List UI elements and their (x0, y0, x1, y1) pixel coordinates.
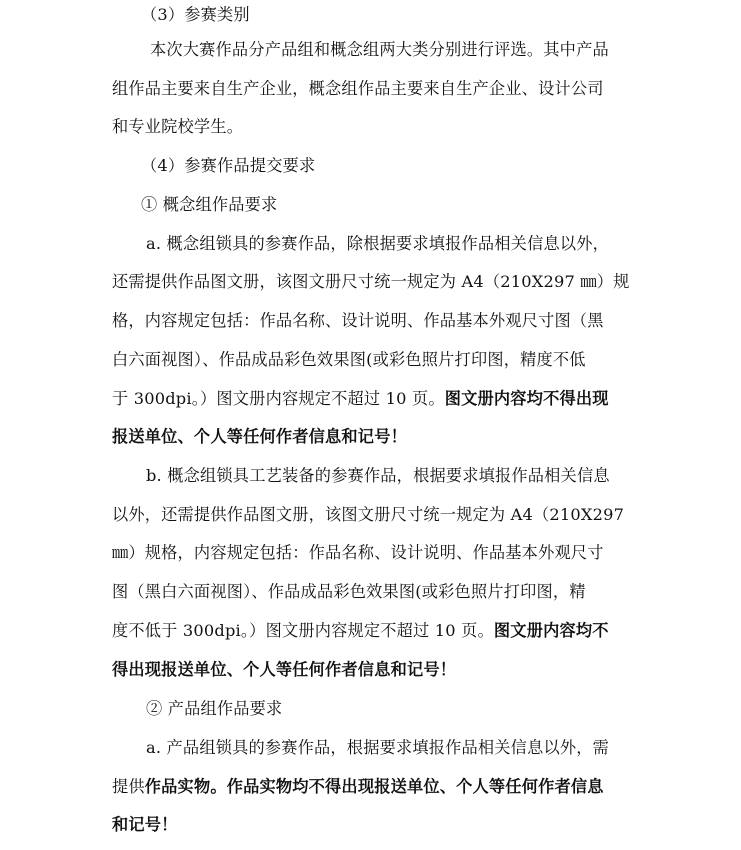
concept-item-b-line: 图（黑白六面视图）、作品成品彩色效果图(或彩色照片打印图，精 (112, 582, 586, 601)
concept-item-a-line: 格，内容规定包括：作品名称、设计说明、作品基本外观尺寸图（黑 (112, 311, 604, 330)
concept-item-a-line: a. 概念组锁具的参赛作品，除根据要求填报作品相关信息以外， (146, 234, 610, 253)
concept-item-b-line (112, 621, 609, 641)
concept-item-b-notice: 图文册内容均不 (493, 621, 609, 640)
product-item-a-notice: 作品实物。作品实物均不得出现报送单位、个人等任何作者信息 (144, 777, 604, 796)
concept-item-a-text: 于 300dpi。）图文册内容规定不超过 10 页。 (112, 389, 445, 408)
product-item-a-text: 提供 (112, 777, 145, 796)
concept-item-b-line: ㎜）规格，内容规定包括：作品名称、设计说明、作品基本外观尺寸 (112, 543, 604, 562)
product-item-a-line (112, 815, 178, 835)
concept-item-b-text: 度不低于 300dpi。）图文册内容规定不超过 10 页。 (112, 621, 494, 640)
product-item-a-line: a. 产品组锁具的参赛作品，根据要求填报作品相关信息以外，需 (146, 738, 610, 757)
concept-item-b-line: b. 概念组锁具工艺装备的参赛作品，根据要求填报作品相关信息 (146, 466, 610, 485)
product-item-a-line (112, 777, 604, 797)
section-3-heading: （3）参赛类别 (141, 5, 250, 24)
concept-item-a-notice: 报送单位、个人等任何作者信息和记号！ (112, 427, 407, 446)
concept-group-heading: ① 概念组作品要求 (141, 195, 278, 214)
concept-item-a-line: 还需提供作品图文册，该图文册尺寸统一规定为 A4（210X297 ㎜）规 (112, 272, 630, 291)
concept-item-b-line: 以外，还需提供作品图文册，该图文册尺寸统一规定为 A4（210X297 (112, 505, 625, 524)
section-3-paragraph-line: 组作品主要来自生产企业，概念组作品主要来自生产企业、设计公司 (112, 79, 604, 98)
section-3-paragraph-line: 本次大赛作品分产品组和概念组两大类分别进行评选。其中产品 (150, 40, 609, 59)
concept-item-a-notice: 图文册内容均不得出现 (444, 389, 609, 408)
concept-item-a-line (112, 427, 407, 447)
concept-item-a-line (112, 389, 609, 409)
concept-item-a-line: 白六面视图）、作品成品彩色效果图(或彩色照片打印图，精度不低 (112, 350, 586, 369)
concept-item-b-line (112, 660, 456, 680)
concept-item-b-notice: 得出现报送单位、个人等任何作者信息和记号！ (112, 660, 457, 679)
product-group-heading: ② 产品组作品要求 (146, 699, 283, 718)
product-item-a-notice: 和记号！ (112, 815, 178, 834)
section-4-heading: （4）参赛作品提交要求 (141, 156, 316, 175)
section-3-paragraph-line: 和专业院校学生。 (112, 117, 244, 136)
